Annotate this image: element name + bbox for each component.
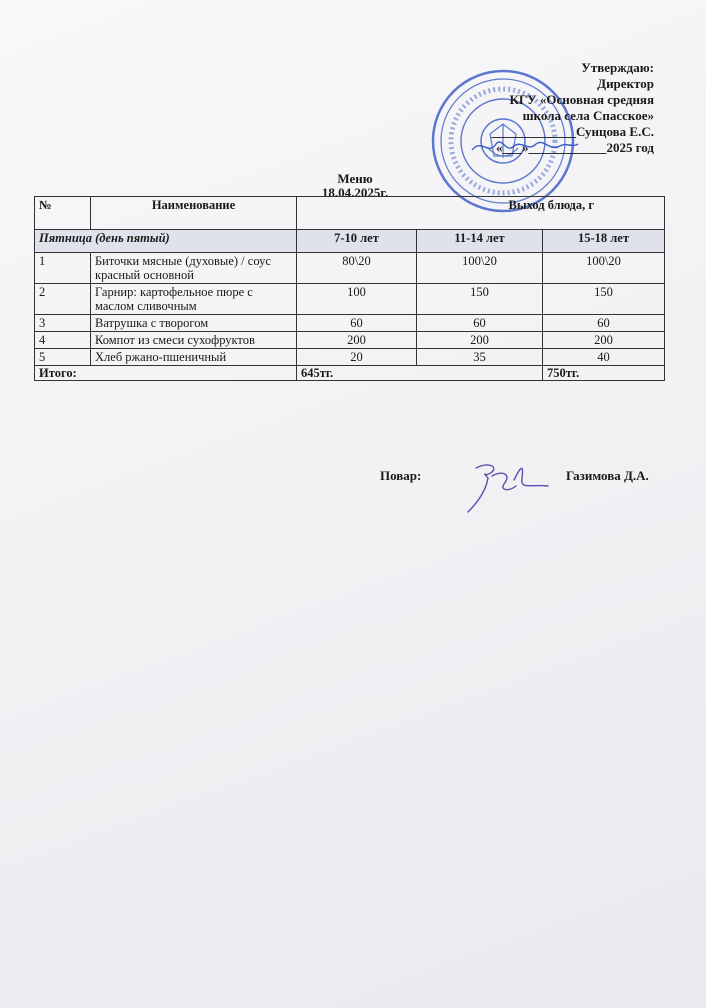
table-row bbox=[35, 284, 665, 315]
table-total-row bbox=[35, 366, 665, 381]
approval-line: «___»____________2025 год bbox=[495, 140, 654, 155]
dish-name: Биточки мясные (духовые) / соус красный основной bbox=[91, 253, 297, 284]
approval-line: _____________Сунцова Е.С. bbox=[491, 124, 654, 139]
table-row bbox=[35, 253, 665, 284]
dish-name: Гарнир: картофельное пюре с маслом сливочным bbox=[91, 284, 297, 315]
row-number: 3 bbox=[35, 315, 91, 332]
director-signature bbox=[470, 136, 580, 158]
portion-value: 60 bbox=[543, 315, 665, 332]
dish-name: Хлеб ржано-пшеничный bbox=[91, 349, 297, 366]
portion-value: 200 bbox=[543, 332, 665, 349]
portion-value: 20 bbox=[297, 349, 417, 366]
header-output: Выход блюда, г bbox=[297, 197, 665, 230]
age-group: 15-18 лет bbox=[543, 230, 665, 253]
table-row bbox=[35, 315, 665, 332]
portion-value: 100 bbox=[297, 284, 417, 315]
portion-value: 200 bbox=[417, 332, 543, 349]
cook-name: Газимова Д.А. bbox=[566, 468, 649, 483]
portion-value: 100\20 bbox=[417, 253, 543, 284]
portion-value: 200 bbox=[297, 332, 417, 349]
dish-name: Компот из смеси сухофруктов bbox=[91, 332, 297, 349]
row-number: 5 bbox=[35, 349, 91, 366]
total-price: 645тг. bbox=[297, 366, 543, 381]
row-number: 4 bbox=[35, 332, 91, 349]
approval-line: Директор bbox=[597, 76, 654, 91]
portion-value: 60 bbox=[417, 315, 543, 332]
header-name: Наименование bbox=[91, 197, 297, 230]
menu-table bbox=[34, 196, 665, 381]
day-label: Пятница (день пятый) bbox=[35, 230, 297, 253]
table-row bbox=[35, 332, 665, 349]
total-label: Итого: bbox=[35, 366, 297, 381]
table-row bbox=[35, 349, 665, 366]
portion-value: 150 bbox=[543, 284, 665, 315]
approval-line: Утверждаю: bbox=[581, 60, 654, 75]
portion-value: 35 bbox=[417, 349, 543, 366]
portion-value: 100\20 bbox=[543, 253, 665, 284]
dish-name: Ватрушка с творогом bbox=[91, 315, 297, 332]
approval-line: школа села Спасское» bbox=[522, 108, 654, 123]
menu-heading: Меню bbox=[337, 171, 373, 186]
menu-date: 18.04.2025г. bbox=[321, 185, 389, 200]
cook-label: Повар: bbox=[380, 468, 422, 483]
table-day-row bbox=[35, 230, 665, 253]
portion-value: 80\20 bbox=[297, 253, 417, 284]
age-group: 7-10 лет bbox=[297, 230, 417, 253]
portion-value: 150 bbox=[417, 284, 543, 315]
header-number: № bbox=[35, 197, 91, 230]
portion-value: 40 bbox=[543, 349, 665, 366]
age-group: 11-14 лет bbox=[417, 230, 543, 253]
cook-signature bbox=[458, 456, 554, 514]
portion-value: 60 bbox=[297, 315, 417, 332]
total-price: 750тг. bbox=[543, 366, 665, 381]
row-number: 1 bbox=[35, 253, 91, 284]
row-number: 2 bbox=[35, 284, 91, 315]
table-header-row bbox=[35, 197, 665, 230]
approval-line: КГУ «Основная средняя bbox=[509, 92, 654, 107]
